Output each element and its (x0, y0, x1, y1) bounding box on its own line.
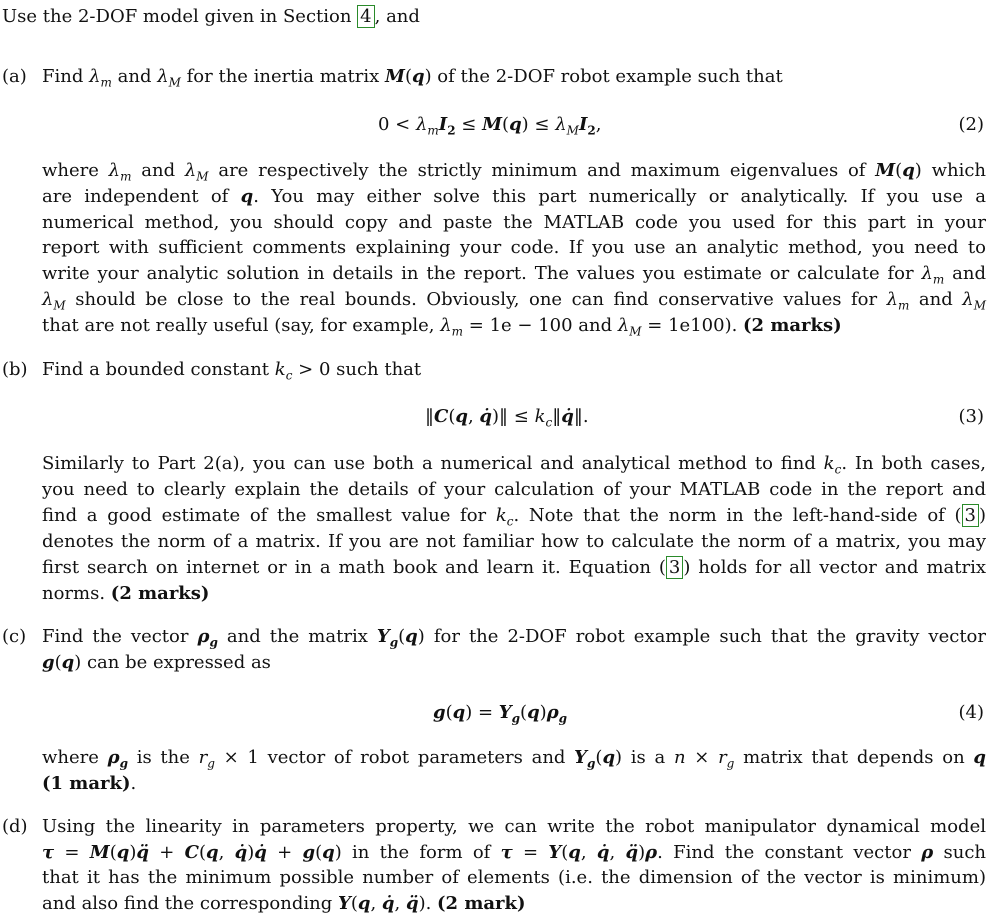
intro-text: Use the 2-DOF model given in Section 4 , and (2, 6, 420, 27)
equation-number-2: (2) (958, 114, 984, 135)
part-b-body-3: find a good estimate of the smallest value for $k_c$. Note that the norm in the left-hand-side of ( 3 ) (42, 505, 986, 529)
part-a-body-7: that are not really useful (say, for example, $\lambda_m = 1e - 100$ and $\lambda_M = 1e100$). (2 marks) (42, 315, 842, 339)
part-a-body-4: report with sufficient comments explaining your code. If you use an analytic method, you need to (42, 237, 986, 258)
part-a-body-2: are independent of q. You may either solve this part numerically or analytically. If you use a (42, 186, 986, 207)
part-c-label: (c) (2, 626, 27, 647)
equation-number-3: (3) (958, 406, 984, 427)
part-a-body-6: $\lambda_M$ should be close to the real bounds. Obviously, one can find conservative values for $\lambda_m$ and $\lambda_M$ (42, 289, 986, 313)
equation-3: ‖C(q, q̇)‖ ≤ $k_c‖q̇‖$. (425, 406, 589, 430)
part-b-body-5: first search on internet or in a math book and learn it. Equation ( 3 ) holds for all vector and matrix (42, 557, 986, 578)
part-a-body-5: write your analytic solution in details in the report. The values you estimate or calculate for $\lambda_m$ and (42, 263, 986, 287)
equation-number-4: (4) (958, 702, 984, 723)
part-a-body-1: where $\lambda_m$ and $\lambda_M$ are respectively the strictly minimum and maximum eigenvalues of M(q) which (42, 160, 986, 184)
equation-2: $0 < \lambda_mI_2 \le M(q) \le \lambda_MI_2$, (378, 114, 602, 138)
part-d-body-3: that it has the minimum possible number of elements (i.e. the dimension of the vector is minimum) (42, 867, 986, 888)
part-d-label: (d) (2, 816, 28, 837)
part-b-label: (b) (2, 359, 28, 380)
part-a-body-3: numerical method, you should copy and paste the MATLAB code you used for this part in your (42, 212, 986, 233)
equation-4: $g(q) = Y_g(q)\rho_g$ (433, 702, 568, 726)
part-b-body-2: you need to clearly explain the details of your calculation of your MATLAB code in the report and (42, 479, 986, 500)
part-b-body-6: norms. (2 marks) (42, 583, 210, 604)
part-c-line1: Find the vector $\rho_g$ and the matrix $Y_g(q)$ for the 2-DOF robot example such that the gravity vector (42, 626, 986, 650)
part-b-body-4: denotes the norm of a matrix. If you are not familiar how to calculate the norm of a matrix, you may (42, 531, 986, 552)
part-c-body-1: where $\rho_g$ is the $r_g \times 1$ vector of robot parameters and $Y_g(q)$ is a $n \times r_g$ matrix that depends on q (42, 747, 986, 771)
part-a-line1: Find $\lambda_m$ and $\lambda_M$ for the inertia matrix M(q) of the 2-DOF robot example such that (42, 66, 783, 90)
part-d-body-2: τ = M(q)q̈ + C(q, q̇)q̇ + g(q) in the form of τ = Y(q, q̇, q̈)ρ. Find the constant vector ρ such (42, 842, 986, 863)
part-d-body-4: and also find the corresponding Y(q, q̇, q̈). (2 mark) (42, 893, 526, 914)
part-c-line2: g(q) can be expressed as (42, 652, 271, 673)
part-b-line1: Find a bounded constant $k_c > 0$ such that (42, 359, 422, 383)
part-d-body-1: Using the linearity in parameters property, we can write the robot manipulator dynamical model (42, 816, 986, 837)
part-a-label: (a) (2, 66, 27, 87)
part-b-body-1: Similarly to Part 2(a), you can use both a numerical and analytical method to find $k_c$. In both cases, (42, 453, 987, 477)
part-c-body-2: (1 mark). (42, 773, 137, 794)
